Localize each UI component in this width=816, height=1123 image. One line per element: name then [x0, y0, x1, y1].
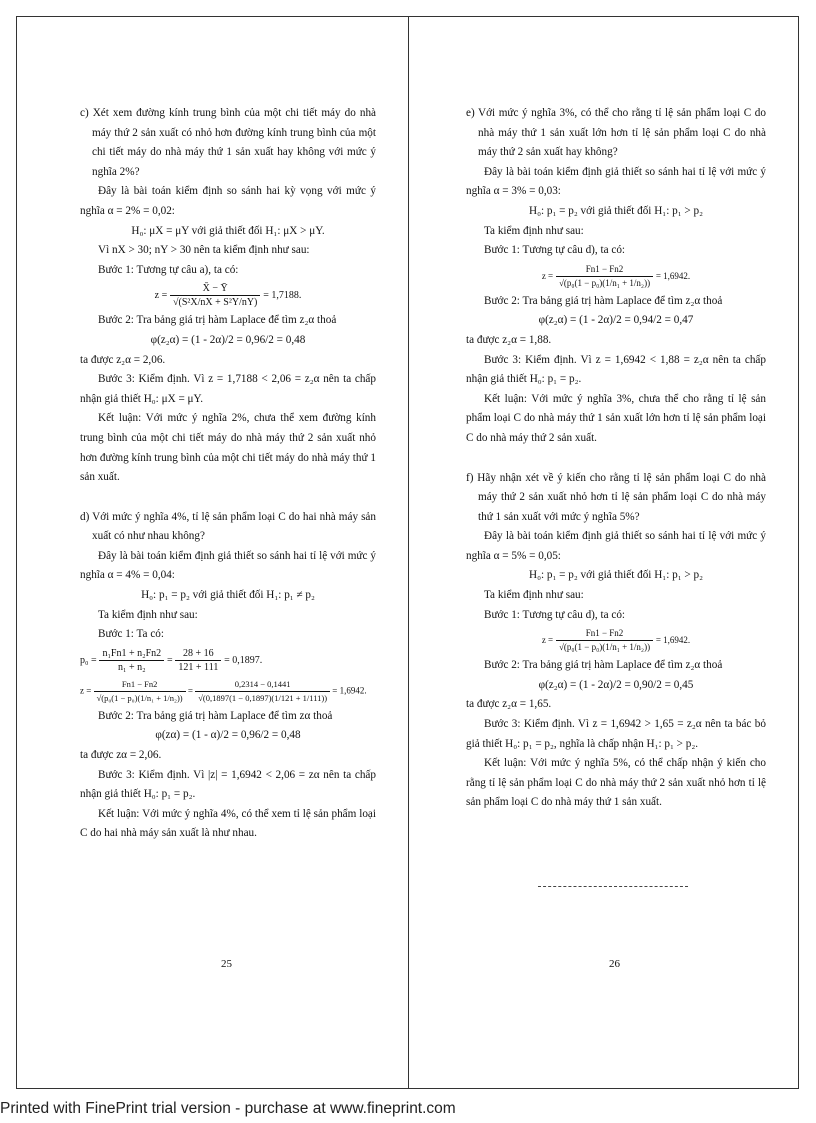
step-3: Bước 3: Kiểm định. Vì z = 1,6942 > 1,65 = z₂α nên ta bác bỏ giả thiết H₀: p₁ = p₂, nghĩa là chấp nhận H₁: p₁ > p₂.	[466, 718, 766, 750]
page-number: 25	[221, 958, 232, 970]
numerator: Fn1 − Fn2	[556, 263, 653, 277]
formula-rhs: = 1,6942.	[332, 685, 367, 696]
step-1: Bước 1: Tương tự câu d), ta có:	[484, 608, 626, 621]
denominator: √(p₀(1 − p₀)(1/n₁ + 1/n₂))	[558, 277, 651, 288]
result: ta được z₂α = 1,88.	[466, 333, 552, 346]
result: ta được z₂α = 2,06.	[80, 353, 166, 366]
question-e: e) Với mức ý nghĩa 3%, có thể cho rằng tỉ lệ sản phẩm loại C do nhà máy thứ 1 sản xuất lớn hơn tỉ lệ sản phẩm loại C do nhà máy thứ 2 sản xuất hay không?	[466, 107, 766, 159]
result: ta được zα = 2,06.	[80, 749, 162, 762]
fraction	[170, 282, 260, 309]
laplace-eq: φ(z₂α) = (1 - 2α)/2 = 0,94/2 = 0,47	[538, 314, 694, 327]
formula-lhs: z =	[80, 685, 92, 696]
denominator: 121 + 111	[178, 661, 219, 673]
step-2: Bước 2: Tra bảng giá trị hàm Laplace để tìm zα thoả	[98, 709, 333, 722]
question-d: d) Với mức ý nghĩa 4%, tỉ lệ sản phẩm loại C do hai nhà máy sản xuất có như nhau không?	[80, 510, 376, 543]
conclusion: Kết luận: Với mức ý nghĩa 2%, chưa thể xem đường kính trung bình của một chi tiết máy do nhà máy thứ 2 sản xuất nhỏ hơn đường kính trung bình của một chi tiết máy do nhà máy thứ 1 sản xuất.	[80, 412, 376, 484]
step-1: Bước 1: Ta có:	[98, 628, 164, 641]
numerator: Fn1 − Fn2	[94, 678, 186, 692]
paragraph: Ta kiểm định như sau:	[484, 589, 584, 602]
hypothesis: H₀: p₁ = p₂ với giả thiết đối H₁: p₁ > p₂	[528, 204, 703, 217]
denominator: √(S²X/nX + S²Y/nY)	[173, 297, 258, 309]
conclusion: Kết luận: Với mức ý nghĩa 5%, có thể chấp nhận ý kiến cho rằng tỉ lệ sản phẩm loại C do nhà máy thứ 2 sản xuất nhỏ hơn tỉ lệ sản phẩm loại C do nhà máy thứ 1 sản xuất.	[466, 757, 766, 809]
numerator: 0,2314 − 0,1441	[195, 678, 330, 692]
step-1: Bước 1: Tương tự câu a), ta có:	[98, 263, 239, 276]
formula-lhs: z =	[154, 290, 168, 302]
fraction	[94, 678, 186, 705]
question-c: c) Xét xem đường kính trung bình của một chi tiết máy do nhà máy thứ 2 sản xuất có nhỏ hơn đường kính trung bình của một chi tiết máy do nhà máy thứ 1 sản xuất hay không với mức ý nghĩa 2%?	[80, 107, 376, 178]
step-2: Bước 2: Tra bảng giá trị hàm Laplace để tìm z₂α thoả	[484, 294, 723, 307]
step-3: Bước 3: Kiểm định. Vì z = 1,7188 < 2,06 = z₂α nên ta chấp nhận giả thiết H₀: μX = μY.	[80, 373, 376, 405]
formula-rhs: = 1,7188.	[263, 290, 302, 302]
end-rule	[538, 886, 688, 887]
paragraph: Ta kiểm định như sau:	[484, 224, 584, 237]
fraction	[175, 647, 221, 674]
denominator: √(0,1897(1 − 0,1897)(1/121 + 1/111))	[198, 692, 328, 703]
fraction	[99, 647, 164, 674]
paragraph: Đây là bài toán kiểm định so sánh hai kỳ vọng với mức ý nghĩa α = 2% = 0,02:	[80, 185, 376, 217]
fraction	[556, 263, 653, 290]
hypothesis: H₀: p₁ = p₂ với giả thiết đối H₁: p₁ ≠ p₂	[141, 589, 315, 602]
formula-z	[466, 625, 766, 656]
left-page	[80, 104, 376, 844]
numerator: n₁Fn1 + n₂Fn2	[99, 647, 164, 661]
formula-lhs: z =	[541, 270, 554, 281]
conclusion: Kết luận: Với mức ý nghĩa 4%, có thể xem tỉ lệ sản phẩm loại C do hai nhà máy sản xuất là như nhau.	[80, 807, 376, 840]
numerator: X̄ − Ȳ	[170, 282, 260, 296]
formula-rhs: = 1,6942.	[655, 635, 691, 646]
laplace-eq: φ(z₂α) = (1 - 2α)/2 = 0,90/2 = 0,45	[538, 678, 694, 691]
denominator: n₁ + n₂	[118, 661, 146, 673]
step-3: Bước 3: Kiểm định. Vì z = 1,6942 < 1,88 = z₂α nên ta chấp nhận giả thiết H₀: p₁ = p₂.	[466, 353, 766, 386]
formula-z: z = $\frac{Fn1 - Fn2}{\text{√(p₀(1 − p₀)(1/n₁ + 1/n₂))}}$ = $\frac{0,2314 - 0,1441}{√(0,1897(1 - 0,1897)(1/121 + 1/111))}$ = 1,6942.	[80, 678, 367, 703]
step-3: Bước 3: Kiểm định. Vì |z| = 1,6942 < 2,06 = zα nên ta chấp nhận giả thiết H₀: p₁ = p₂.	[80, 768, 376, 801]
paragraph: Đây là bài toán kiểm định giả thiết so sánh hai tỉ lệ với mức ý nghĩa α = 4% = 0,04:	[80, 549, 376, 582]
formula-lhs: p₀ =	[80, 654, 97, 666]
page-number: 26	[609, 958, 620, 970]
paragraph: Đây là bài toán kiểm định giả thiết so sánh hai tỉ lệ với mức ý nghĩa α = 5% = 0,05:	[466, 530, 766, 562]
paragraph: Vì nX > 30; nY > 30 nên ta kiểm định như sau:	[98, 244, 310, 257]
conclusion: Kết luận: Với mức ý nghĩa 3%, chưa thể cho rằng tỉ lệ sản phẩm loại C do nhà máy thứ 1 sản xuất lớn hơn tỉ lệ sản phẩm loại C do nhà máy thứ 2 sản xuất.	[466, 392, 766, 444]
step-1: Bước 1: Tương tự câu d), ta có:	[484, 244, 626, 257]
paragraph: Ta kiểm định như sau:	[98, 608, 198, 621]
hypothesis: H₀: p₁ = p₂ với giả thiết đối H₁: p₁ > p₂	[528, 569, 703, 582]
laplace-eq: φ(zα) = (1 - α)/2 = 0,96/2 = 0,48	[155, 729, 301, 742]
numerator: 28 + 16	[175, 647, 221, 661]
column-divider	[408, 16, 409, 1089]
formula-rhs: = 1,6942.	[655, 270, 691, 281]
step-2: Bước 2: Tra bảng giá trị hàm Laplace để tìm z₂α thoả	[484, 659, 723, 672]
denominator: √(p₀(1 − p₀)(1/n₁ + 1/n₂))	[96, 692, 183, 703]
formula-p0: p₀ = $\frac{\text{n₁Fn1 + n₂Fn2}}{\text{n₁ + n₂}}$ = $\frac{28 + 16}{121 + 111}$ = 0,1897.	[80, 647, 263, 673]
numerator: Fn1 − Fn2	[556, 627, 653, 641]
formula-rhs: = 0,1897.	[224, 654, 263, 666]
denominator: √(p₀(1 − p₀)(1/n₁ + 1/n₂))	[558, 642, 651, 653]
result: ta được z₂α = 1,65.	[466, 698, 552, 711]
paragraph: Đây là bài toán kiểm định giả thiết so sánh hai tỉ lệ với mức ý nghĩa α = 3% = 0,03:	[466, 165, 766, 198]
hypothesis: H₀: μX = μY với giả thiết đối H₁: μX > μY.	[131, 224, 325, 237]
right-page	[466, 104, 766, 813]
question-f: f) Hãy nhận xét về ý kiến cho rằng tỉ lệ sản phẩm loại C do nhà máy thứ 2 sản xuất nhỏ hơn tỉ lệ sản phẩm loại C do nhà máy thứ 1 sản xuất với mức ý nghĩa 5%?	[466, 471, 766, 523]
formula-lhs: z =	[541, 635, 554, 646]
laplace-eq: φ(z₂α) = (1 - 2α)/2 = 0,96/2 = 0,48	[150, 333, 306, 346]
fraction	[195, 678, 330, 705]
formula-z	[466, 261, 766, 292]
fineprint-footer: Printed with FinePrint trial version - purchase at www.fineprint.com	[0, 1100, 456, 1117]
formula-z	[80, 280, 376, 311]
step-2: Bước 2: Tra bảng giá trị hàm Laplace để tìm z₂α thoả	[98, 314, 337, 327]
fraction	[556, 627, 653, 654]
